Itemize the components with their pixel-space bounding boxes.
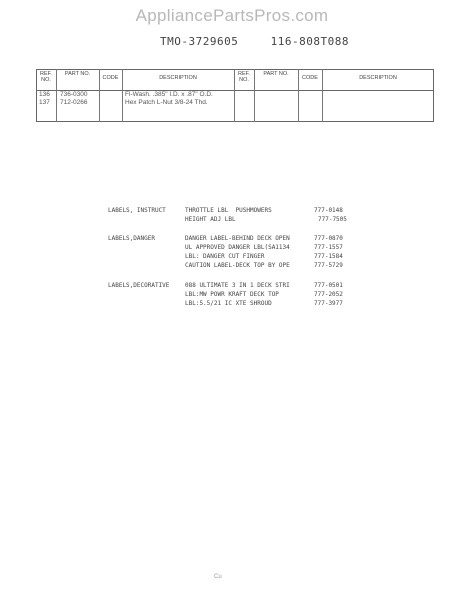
header-part: PART NO.: [64, 71, 91, 77]
label-item-desc: CAUTION LABEL-DECK TOP BY OPE: [185, 262, 290, 269]
header-divider: [36, 90, 434, 91]
row-136-part: 736-0300: [60, 91, 88, 98]
label-item-desc: HEIGHT ADJ LBL: [185, 216, 236, 223]
label-item-part: 777-0501: [314, 282, 343, 289]
header-part-2: PART NO.: [263, 71, 289, 77]
label-item-part: 777-0870: [314, 235, 343, 242]
row-137-description: Hex Patch L-Nut 3/8-24 Thd.: [125, 99, 208, 106]
label-item-desc: THROTTLE LBL PUSHMOWERS: [185, 207, 272, 214]
label-item-part: 777-5729: [314, 262, 343, 269]
label-item-desc: LBL:MW POWR KRAFT DECK TOP: [185, 291, 279, 298]
category-instruct: LABELS, INSTRUCT: [108, 207, 166, 214]
label-item-part: 777-7505: [318, 216, 347, 223]
label-item-part: 777-3977: [314, 300, 343, 307]
label-item-desc: UL APPROVED DANGER LBL(SA1134: [185, 244, 290, 251]
watermark: AppliancePartsPros.com: [135, 6, 329, 25]
label-item-part: 777-1557: [314, 244, 343, 251]
row-137-ref: 137: [39, 99, 50, 106]
parts-table: [36, 69, 434, 122]
header-ref: REF. NO.: [40, 71, 52, 83]
header-description: DESCRIPTION: [159, 75, 197, 81]
header-code: CODE: [102, 75, 119, 81]
header-ref-2: REF. NO.: [238, 71, 250, 83]
document-id: TMO-3729605: [160, 35, 239, 48]
row-137-part: 712-0266: [60, 99, 88, 106]
label-item-part: 777-2052: [314, 291, 343, 298]
label-item-part: 777-1584: [314, 253, 343, 260]
row-136-ref: 136: [39, 91, 50, 98]
label-item-desc: 088 ULTIMATE 3 IN 1 DECK STRI: [185, 282, 290, 289]
header-description-2: DESCRIPTION: [359, 75, 397, 81]
label-item-desc: LBL:5.5/21 IC XTE SHROUD: [185, 300, 272, 307]
label-item-desc: DANGER LABEL-BEHIND DECK OPEN: [185, 235, 290, 242]
header-code-2: CODE: [302, 75, 318, 81]
label-section-decorative: [108, 282, 343, 338]
label-item-desc: LBL: DANGER CUT FINGER: [185, 253, 265, 260]
model-number: 116-808T088: [270, 35, 349, 48]
label-item-part: 777-0148: [314, 207, 343, 214]
category-danger: LABELS,DANGER: [108, 235, 155, 242]
document-header: [160, 35, 349, 48]
row-136-description: Fl-Wash. .385" I.D. x .87" O.D.: [125, 91, 213, 98]
footer-mark: Cu: [214, 574, 222, 580]
category-decorative: LABELS,DECORATIVE: [108, 282, 170, 289]
